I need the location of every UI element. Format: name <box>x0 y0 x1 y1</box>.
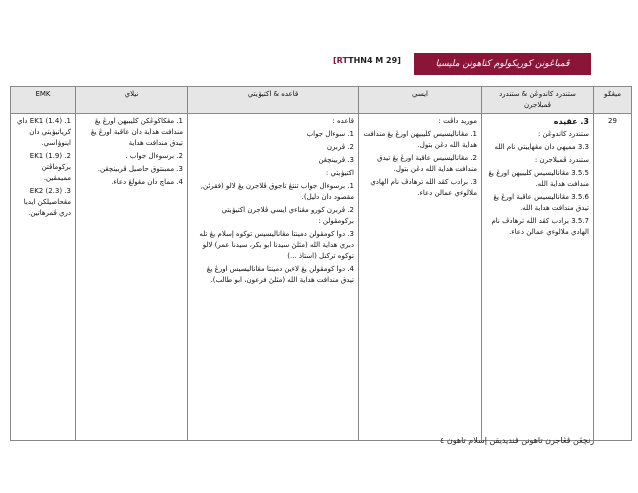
emk-item: 2. EK1 (1.9) بركوماڤتن مميمڤين. <box>29 152 71 182</box>
week-cell: 29 <box>594 114 632 441</box>
activity-item: 4. دوا كومڤولن يڠ لاءين دمينتا مڠاناليسيس اورڠ يڠ تيدق مندافت هداية الله (مثلڽ فرعون، ابو طالب). <box>206 265 354 284</box>
column-header-values: نيلاي <box>76 87 188 114</box>
table-header-row <box>11 87 632 114</box>
header-banner <box>414 53 591 75</box>
table-row <box>11 114 632 441</box>
standard-content-item: 3.3 مميهي دان مڠهاييتي نام الله <box>494 143 589 151</box>
lesson-plan-table <box>10 86 632 441</box>
activity-item: 2. ڤربرن كورو مڠناءي ايسي ڤلاجرن اكتيۏيتي بركومڤولن : <box>221 206 354 225</box>
column-header-standard: ستندرد كاندوڠن & ستندرد ڤمبلاجرن <box>482 87 594 114</box>
standard-learning-item: 3.5.7 برادب كڤد الله ترهادڤ نام الهادي ملالوءي عمالن دعاء. <box>491 217 589 236</box>
rules-item: 1. سوءال جواب <box>306 130 354 138</box>
standard-topic: 3. عقيده <box>553 117 589 126</box>
standard-learning-item: 3.5.5 مڠاناليسيس كليبيهن اورڠ يڠ مندافت هداية الله. <box>488 169 589 188</box>
document-code-rest: THN4 M 29] <box>348 56 401 65</box>
value-item: 4. مماچ دان مڠولڠ دعاء. <box>111 178 183 186</box>
document-code-prefix: [RT <box>333 56 349 65</box>
content-item: 3. برادب كڤد الله ترهادڤ نام الهادي ملالوءي عمالن دعاء. <box>370 178 477 197</box>
value-item: 2. برسوءال جواب . <box>125 152 183 160</box>
rules-item: 2. ڤربرن <box>326 143 354 151</box>
values-cell <box>76 114 188 441</box>
activity-item: 3. دوا كومڤولن دمينتا مڠاناليسيس توكوه إسلام يڠ تله دبري هداية الله (مثلڽ سيدنا ابو بكر، سيدنا عمر) لالو توكوه تركنل (استاذ ...) <box>199 230 354 260</box>
emk-cell <box>11 114 76 441</box>
standard-cell <box>482 114 594 441</box>
column-header-emk: EMK <box>11 87 76 114</box>
content-item: 1. مڠاناليسيس كليبيهن اورڠ يڠ مندافت هداية الله دڠن بتول. <box>363 130 477 149</box>
banner-title: ڤمباڠونن كوريكولوم كتاهونن مليسيا <box>435 59 570 69</box>
content-item: 2. مڠاناليسيس عاقبة اورڠ يڠ تيدق مندافت هداية الله دڠن بتول. <box>377 154 477 173</box>
standard-learning-label: ستندرد ڤمبلاجرن : <box>534 156 589 164</box>
activity-item: 1. برسوءال جواب تنتڠ تاجوق ڤلاجرن يڠ لالو (فقرئن, مقصود دان دليل). <box>200 182 354 201</box>
value-item: 3. ممبنتوق حاصيل ڤربينچڠن. <box>97 165 183 173</box>
rules-item: 3. ڤربينچڠن <box>318 156 354 164</box>
rules-label: قاعده : <box>332 117 354 125</box>
column-header-content: ايسي <box>359 87 482 114</box>
value-item: 1. مڠكاڬوڠكن كليبيهن اورڠ يڠ مندافت هداية دان عاقبة اورڠ يڠ تيدق مندافت هداية <box>90 117 183 147</box>
content-cell <box>359 114 482 441</box>
page-footer: رنچڠن ڤڠاجرن تاهونن ڤنديديقن إسلام تاهون ٤ <box>440 436 595 445</box>
content-intro: موريد داڤت : <box>438 117 477 125</box>
standard-content-label: ستندرد كاندوڠن : <box>537 130 589 138</box>
rules-cell <box>188 114 359 441</box>
column-header-week: ميڠݢو <box>594 87 632 114</box>
activity-label: اكتيۏيتي : <box>325 169 354 177</box>
document-code <box>333 56 401 65</box>
emk-item: 1. EK1 (1.4) داي كرياتيۏيتي دان اينوۏاسي. <box>17 117 71 147</box>
emk-item: 3. EK2 (2.3) مڠحاصيلكن ايديا دري ڤمرهاتين. <box>23 187 71 217</box>
column-header-rules: قاعده & اكتيۏيتي <box>188 87 359 114</box>
standard-learning-item: 3.5.6 مڠاناليسيس عاقبة اورڠ يڠ تيدق مندافت هداية الله. <box>493 193 589 212</box>
